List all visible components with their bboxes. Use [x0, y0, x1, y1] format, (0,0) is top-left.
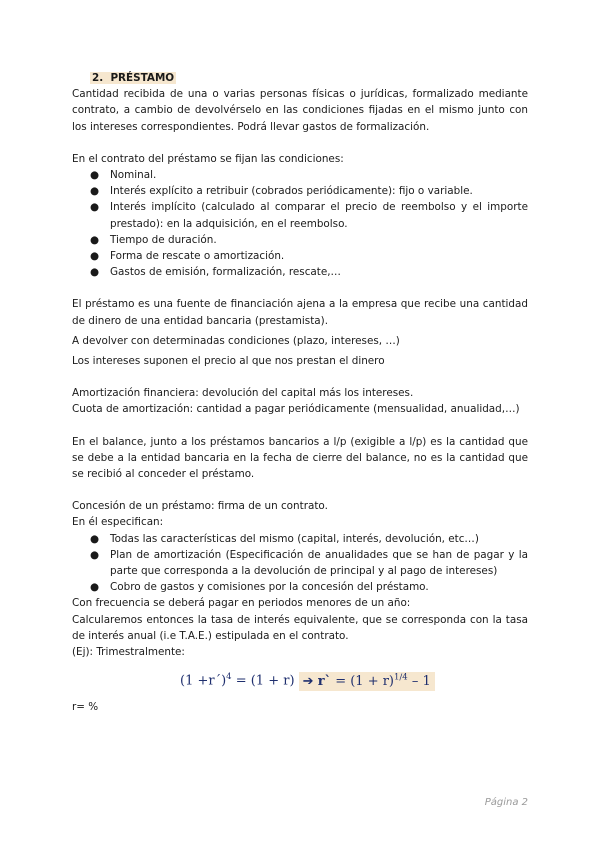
list-item: ● Forma de rescate o amortización.: [110, 248, 528, 264]
list-item: ● Nominal.: [110, 167, 528, 183]
bullet-icon: ●: [90, 548, 100, 561]
example-label: (Ej): Trimestralmente:: [72, 646, 185, 659]
specify-list: [72, 531, 528, 596]
bullet-icon: ●: [90, 233, 100, 246]
equivalent-paragraph: Calcularemos entonces la tasa de interés equivalente, que se corresponda con la tasa de interés anual (i.e T.A.E.) estipulada en el contrato.: [72, 613, 528, 642]
list-item: ● Interés explícito a retribuir (cobrados periódicamente): fijo o variable.: [110, 183, 528, 199]
bullet-icon: ●: [90, 250, 100, 263]
section-title: PRÉSTAMO: [110, 72, 175, 84]
list-item: ● Plan de amortización (Especificación de anualidades que se han de pagar y la parte que corresponda a la devolución de principal y al pago de intereses): [90, 548, 528, 578]
intro-paragraph: Cantidad recibida de una o varias personas físicas o jurídicas, formalizado mediante contrato, a cambio de devolvérselo en las condiciones fijadas en el mismo junto con los intereses correspondientes. Podrá llevar gastos de formalización.: [72, 88, 528, 133]
conditions-list: [72, 167, 528, 280]
balance-paragraph: En el balance, junto a los préstamos bancarios a l/p (exigible a l/p) es la cantidad que se debe a la entidad bancaria en la fecha de cierre del balance, no es la cantidad que se recibió al conceder el préstamo.: [72, 435, 528, 481]
document-body: [72, 70, 528, 715]
list-item: ● Cobro de gastos y comisiones por la concesión del préstamo.: [110, 579, 528, 595]
concession-paragraph: Concesión de un préstamo: firma de un contrato.: [72, 500, 328, 513]
bullet-icon: ●: [90, 169, 100, 182]
bullet-icon: ●: [90, 581, 100, 594]
page-number: Página 2: [484, 797, 528, 808]
list-item: ● Interés implícito (calculado al comparar el precio de reembolso y el importe prestado): en la adquisición, en el reembolso.: [90, 201, 528, 230]
conditions-intro: En el contrato del préstamo se fijan las condiciones:: [72, 152, 344, 165]
result-line: r= %: [72, 700, 99, 713]
amortization-quota: Cuota de amortización: cantidad a pagar periódicamente (mensualidad, anualidad,…): [72, 403, 520, 416]
interest-formula: (1 +r´)$^4$ = (1 + r) ➔ r` = $(1 + r)^{1/4} - 1$: [180, 666, 528, 692]
specify-intro: En él especifican:: [72, 516, 164, 529]
list-item: ● Tiempo de duración.: [110, 232, 528, 248]
bullet-icon: ●: [90, 185, 100, 198]
list-item: ● Todas las características del mismo (capital, interés, devolución, etc…): [110, 531, 528, 547]
financing-paragraph: El préstamo es una fuente de financiación ajena a la empresa que recibe una cantidad de dinero de una entidad bancaria (prestamista).: [72, 298, 528, 327]
amortization-definition: Amortización financiera: devolución del capital más los intereses.: [72, 387, 414, 400]
interest-price: Los intereses suponen el precio al que nos prestan el dinero: [72, 355, 385, 368]
bullet-icon: ●: [90, 201, 100, 214]
list-item: ● Gastos de emisión, formalización, rescate,…: [110, 264, 528, 280]
arrow-icon: ➔: [302, 673, 314, 689]
return-conditions: A devolver con determinadas condiciones (plazo, intereses, …): [72, 334, 400, 347]
section-heading: [90, 70, 528, 86]
bullet-icon: ●: [90, 266, 100, 279]
section-number: 2.: [92, 72, 104, 84]
frequency-paragraph: Con frecuencia se deberá pagar en periodos menores de un año:: [72, 597, 411, 610]
bullet-icon: ●: [90, 532, 100, 545]
